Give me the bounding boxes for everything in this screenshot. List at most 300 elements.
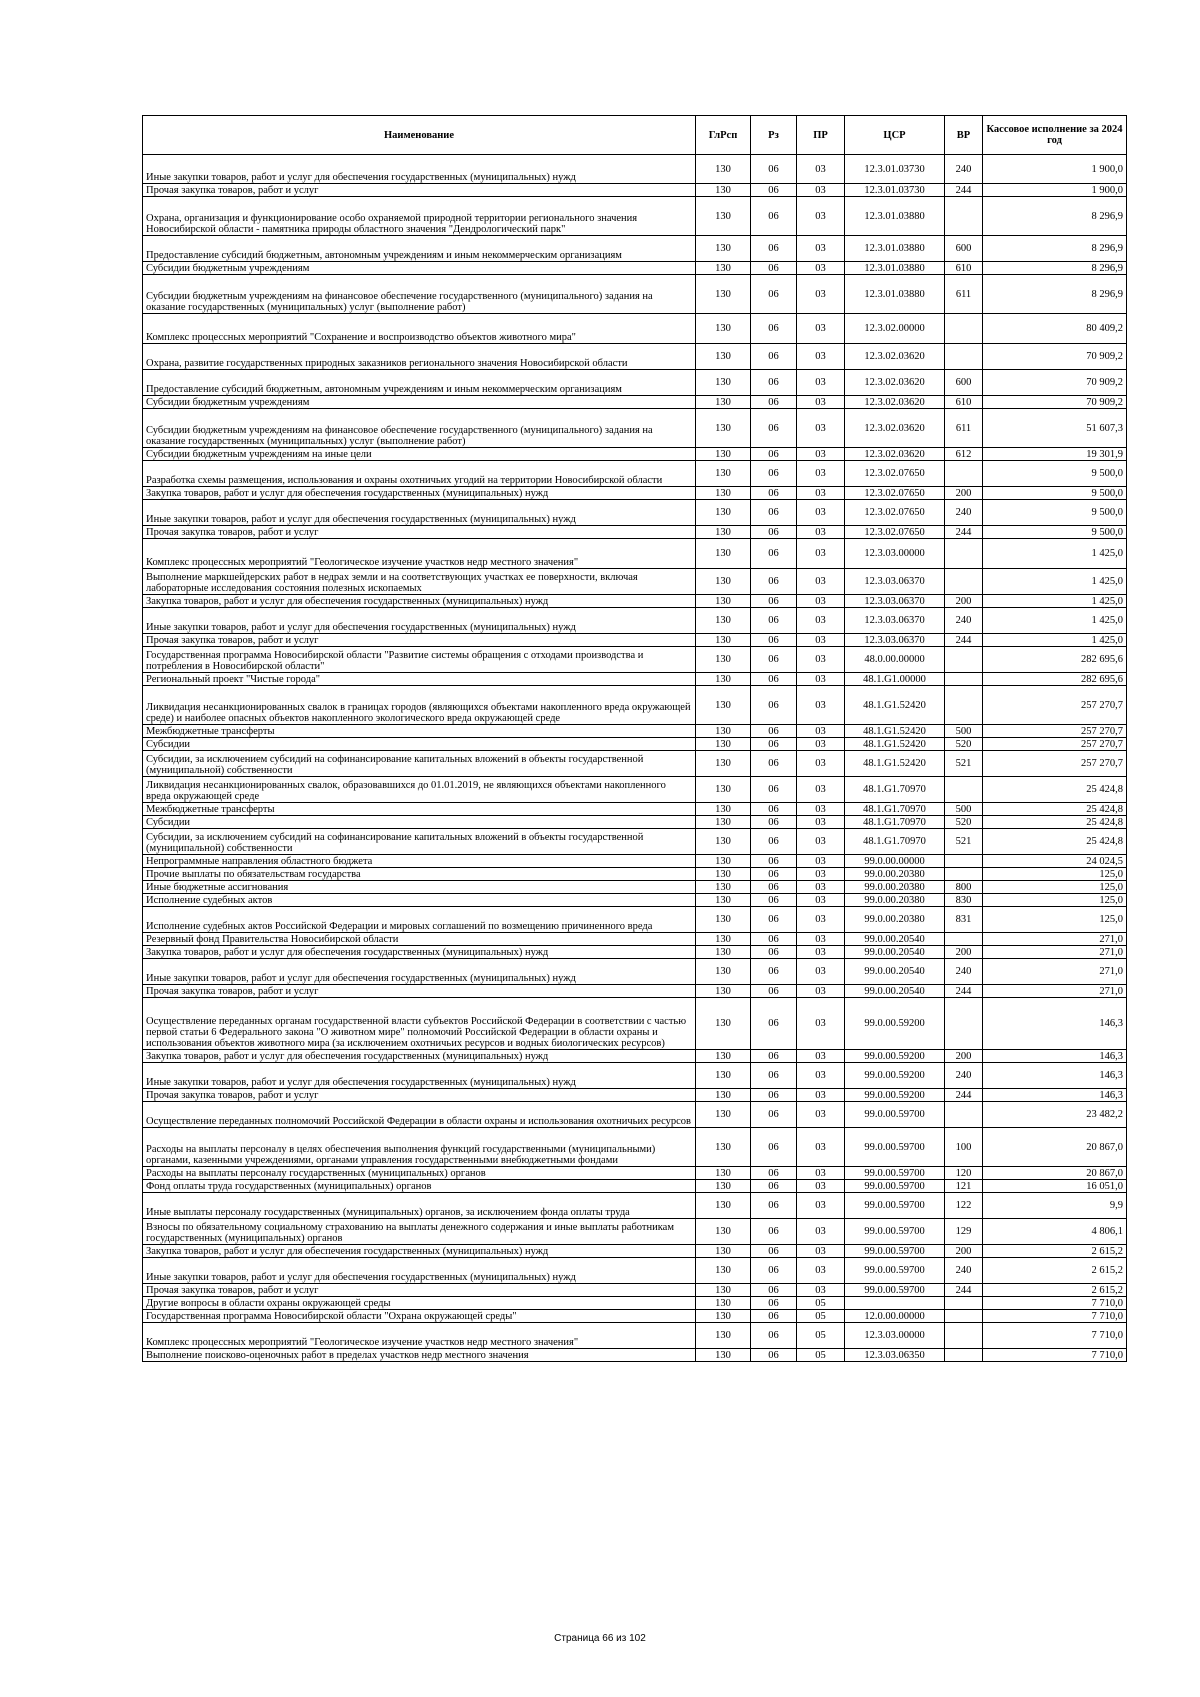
cell-csr: 48.0.00.00000: [845, 647, 945, 673]
cell-csr: 99.0.00.59200: [845, 1050, 945, 1063]
cell-csr: 99.0.00.00000: [845, 855, 945, 868]
cell-rz: 06: [751, 396, 797, 409]
table-row: [143, 673, 1127, 686]
cell-vr: [945, 868, 983, 881]
cell-name: Иные закупки товаров, работ и услуг для обеспечения государственных (муниципальных) нужд: [143, 1063, 696, 1089]
cell-glrsp: 130: [696, 197, 751, 236]
cell-value: 1 425,0: [983, 539, 1127, 569]
cell-pr: 03: [797, 500, 845, 526]
cell-vr: 611: [945, 409, 983, 448]
cell-rz: 06: [751, 275, 797, 314]
cell-vr: 100: [945, 1128, 983, 1167]
cell-pr: 03: [797, 1193, 845, 1219]
table-row: [143, 933, 1127, 946]
cell-glrsp: 130: [696, 275, 751, 314]
cell-csr: 12.3.01.03880: [845, 262, 945, 275]
cell-rz: 06: [751, 673, 797, 686]
table-row: [143, 1102, 1127, 1128]
cell-rz: 06: [751, 1284, 797, 1297]
cell-pr: 03: [797, 673, 845, 686]
cell-value: 2 615,2: [983, 1258, 1127, 1284]
cell-value: 8 296,9: [983, 262, 1127, 275]
cell-pr: 03: [797, 738, 845, 751]
cell-value: 20 867,0: [983, 1167, 1127, 1180]
cell-pr: 03: [797, 1284, 845, 1297]
cell-csr: 99.0.00.20380: [845, 894, 945, 907]
table-row: [143, 1180, 1127, 1193]
cell-csr: 99.0.00.59700: [845, 1128, 945, 1167]
cell-pr: 03: [797, 461, 845, 487]
table-row: [143, 803, 1127, 816]
col-header-vr: ВР: [945, 116, 983, 155]
cell-rz: 06: [751, 933, 797, 946]
table-row: [143, 539, 1127, 569]
cell-vr: [945, 569, 983, 595]
cell-pr: 03: [797, 907, 845, 933]
cell-value: 271,0: [983, 985, 1127, 998]
cell-vr: 240: [945, 155, 983, 184]
cell-glrsp: 130: [696, 1297, 751, 1310]
cell-csr: 48.1.G1.70970: [845, 803, 945, 816]
cell-glrsp: 130: [696, 881, 751, 894]
cell-glrsp: 130: [696, 829, 751, 855]
cell-glrsp: 130: [696, 370, 751, 396]
table-row: [143, 184, 1127, 197]
cell-pr: 03: [797, 933, 845, 946]
cell-csr: 99.0.00.20540: [845, 959, 945, 985]
cell-rz: 06: [751, 946, 797, 959]
col-header-csr: ЦСР: [845, 116, 945, 155]
table-row: [143, 1128, 1127, 1167]
cell-pr: 03: [797, 262, 845, 275]
cell-vr: 520: [945, 816, 983, 829]
cell-value: 257 270,7: [983, 738, 1127, 751]
cell-vr: 240: [945, 1063, 983, 1089]
cell-name: Взносы по обязательному социальному страхованию на выплаты денежного содержания и иные выплаты работникам государственных (муниципальных) органов: [143, 1219, 696, 1245]
cell-glrsp: 130: [696, 409, 751, 448]
cell-vr: [945, 1323, 983, 1349]
cell-pr: 03: [797, 1245, 845, 1258]
cell-name: Прочая закупка товаров, работ и услуг: [143, 1089, 696, 1102]
cell-vr: 240: [945, 1258, 983, 1284]
cell-name: Межбюджетные трансферты: [143, 725, 696, 738]
cell-name: Комплекс процессных мероприятий "Сохранение и воспроизводство объектов животного мира": [143, 314, 696, 344]
cell-name: Прочая закупка товаров, работ и услуг: [143, 985, 696, 998]
cell-csr: 12.3.01.03730: [845, 155, 945, 184]
cell-vr: 831: [945, 907, 983, 933]
cell-name: Осуществление переданных органам государственной власти субъектов Российской Федерации в соответствии с частью первой статьи 6 Федерального закона "О животном мире" полномочий Российской Федерации в области охраны и использования объектов животного мира (за исключением охотничьих ресурсов и водных биологических ресурсов): [143, 998, 696, 1050]
cell-csr: 48.1.G1.00000: [845, 673, 945, 686]
cell-name: Иные бюджетные ассигнования: [143, 881, 696, 894]
cell-rz: 06: [751, 1050, 797, 1063]
cell-value: 1 425,0: [983, 569, 1127, 595]
cell-glrsp: 130: [696, 526, 751, 539]
cell-csr: 99.0.00.59700: [845, 1258, 945, 1284]
cell-glrsp: 130: [696, 1310, 751, 1323]
cell-pr: 03: [797, 855, 845, 868]
cell-csr: 99.0.00.20380: [845, 868, 945, 881]
table-row: [143, 197, 1127, 236]
cell-rz: 06: [751, 526, 797, 539]
cell-name: Прочие выплаты по обязательствам государства: [143, 868, 696, 881]
cell-vr: [945, 1310, 983, 1323]
cell-csr: 99.0.00.20540: [845, 985, 945, 998]
cell-name: Иные закупки товаров, работ и услуг для обеспечения государственных (муниципальных) нужд: [143, 959, 696, 985]
cell-glrsp: 130: [696, 985, 751, 998]
table-row: [143, 647, 1127, 673]
cell-name: Другие вопросы в области охраны окружающей среды: [143, 1297, 696, 1310]
table-row: [143, 738, 1127, 751]
cell-csr: 12.3.03.06370: [845, 595, 945, 608]
cell-glrsp: 130: [696, 959, 751, 985]
cell-value: 7 710,0: [983, 1310, 1127, 1323]
cell-rz: 06: [751, 595, 797, 608]
table-body: [143, 155, 1127, 1362]
cell-vr: 200: [945, 487, 983, 500]
col-header-cash-execution: Кассовое исполнение за 2024 год: [983, 116, 1127, 155]
cell-rz: 06: [751, 1323, 797, 1349]
cell-vr: 129: [945, 1219, 983, 1245]
cell-rz: 06: [751, 409, 797, 448]
cell-rz: 06: [751, 539, 797, 569]
table-row: [143, 396, 1127, 409]
cell-csr: 48.1.G1.70970: [845, 816, 945, 829]
cell-csr: 12.3.02.07650: [845, 526, 945, 539]
table-row: [143, 409, 1127, 448]
cell-value: 9,9: [983, 1193, 1127, 1219]
cell-pr: 03: [797, 155, 845, 184]
cell-value: 9 500,0: [983, 526, 1127, 539]
cell-csr: 12.3.02.03620: [845, 409, 945, 448]
cell-csr: 99.0.00.59700: [845, 1180, 945, 1193]
cell-rz: 06: [751, 881, 797, 894]
cell-rz: 06: [751, 647, 797, 673]
cell-vr: 200: [945, 595, 983, 608]
cell-value: 70 909,2: [983, 370, 1127, 396]
cell-glrsp: 130: [696, 1323, 751, 1349]
cell-value: 20 867,0: [983, 1128, 1127, 1167]
cell-glrsp: 130: [696, 894, 751, 907]
cell-value: 25 424,8: [983, 829, 1127, 855]
cell-rz: 06: [751, 155, 797, 184]
cell-name: Комплекс процессных мероприятий "Геологическое изучение участков недр местного значения": [143, 1323, 696, 1349]
cell-name: Расходы на выплаты персоналу государственных (муниципальных) органов: [143, 1167, 696, 1180]
cell-glrsp: 130: [696, 634, 751, 647]
cell-csr: 12.3.02.07650: [845, 487, 945, 500]
cell-vr: 521: [945, 751, 983, 777]
cell-rz: 06: [751, 197, 797, 236]
table-row: [143, 1323, 1127, 1349]
cell-csr: 12.3.03.00000: [845, 539, 945, 569]
cell-rz: 06: [751, 751, 797, 777]
cell-name: Разработка схемы размещения, использования и охраны охотничьих угодий на территории Новосибирской области: [143, 461, 696, 487]
cell-value: 16 051,0: [983, 1180, 1127, 1193]
table-row: [143, 998, 1127, 1050]
cell-name: Охрана, организация и функционирование особо охраняемой природной территории регионального значения Новосибирской области - памятника природы областного значения "Дендрологический парк": [143, 197, 696, 236]
table-row: [143, 500, 1127, 526]
cell-csr: 99.0.00.59700: [845, 1284, 945, 1297]
table-row: [143, 1050, 1127, 1063]
cell-glrsp: 130: [696, 738, 751, 751]
cell-value: 1 425,0: [983, 595, 1127, 608]
cell-vr: 200: [945, 1050, 983, 1063]
cell-glrsp: 130: [696, 236, 751, 262]
table-row: [143, 634, 1127, 647]
cell-vr: 122: [945, 1193, 983, 1219]
table-row: [143, 959, 1127, 985]
cell-value: 9 500,0: [983, 487, 1127, 500]
cell-vr: [945, 686, 983, 725]
cell-csr: 12.3.02.07650: [845, 500, 945, 526]
cell-glrsp: 130: [696, 184, 751, 197]
table-row: [143, 1167, 1127, 1180]
cell-vr: [945, 933, 983, 946]
cell-glrsp: 130: [696, 1128, 751, 1167]
cell-value: 80 409,2: [983, 314, 1127, 344]
cell-value: 25 424,8: [983, 803, 1127, 816]
cell-glrsp: 130: [696, 816, 751, 829]
cell-value: 125,0: [983, 868, 1127, 881]
table-row: [143, 155, 1127, 184]
cell-name: Осуществление переданных полномочий Российской Федерации в области охраны и использования охотничьих ресурсов: [143, 1102, 696, 1128]
cell-value: 282 695,6: [983, 673, 1127, 686]
cell-glrsp: 130: [696, 647, 751, 673]
cell-pr: 03: [797, 881, 845, 894]
cell-pr: 03: [797, 1089, 845, 1102]
cell-glrsp: 130: [696, 1219, 751, 1245]
cell-vr: [945, 855, 983, 868]
cell-name: Закупка товаров, работ и услуг для обеспечения государственных (муниципальных) нужд: [143, 1050, 696, 1063]
cell-pr: 05: [797, 1310, 845, 1323]
cell-glrsp: 130: [696, 1193, 751, 1219]
cell-value: 2 615,2: [983, 1245, 1127, 1258]
cell-rz: 06: [751, 894, 797, 907]
cell-rz: 06: [751, 725, 797, 738]
cell-glrsp: 130: [696, 1167, 751, 1180]
table-row: [143, 461, 1127, 487]
cell-rz: 06: [751, 634, 797, 647]
cell-name: Иные выплаты персоналу государственных (муниципальных) органов, за исключением фонда оплаты труда: [143, 1193, 696, 1219]
cell-pr: 05: [797, 1297, 845, 1310]
cell-value: 1 425,0: [983, 634, 1127, 647]
cell-pr: 03: [797, 569, 845, 595]
col-header-glrsp: ГлРсп: [696, 116, 751, 155]
cell-rz: 06: [751, 907, 797, 933]
cell-vr: 244: [945, 1284, 983, 1297]
cell-csr: 48.1.G1.52420: [845, 738, 945, 751]
table-row: [143, 262, 1127, 275]
cell-pr: 03: [797, 686, 845, 725]
cell-csr: 48.1.G1.52420: [845, 725, 945, 738]
cell-rz: 06: [751, 777, 797, 803]
cell-value: 9 500,0: [983, 461, 1127, 487]
cell-value: 257 270,7: [983, 725, 1127, 738]
cell-csr: 99.0.00.59200: [845, 1063, 945, 1089]
cell-glrsp: 130: [696, 344, 751, 370]
page-number: Страница 66 из 102: [554, 1633, 646, 1644]
cell-pr: 03: [797, 608, 845, 634]
cell-pr: 03: [797, 1180, 845, 1193]
cell-rz: 06: [751, 184, 797, 197]
cell-value: 70 909,2: [983, 396, 1127, 409]
cell-name: Субсидии, за исключением субсидий на софинансирование капитальных вложений в объекты государственной (муниципальной) собственности: [143, 751, 696, 777]
cell-name: Прочая закупка товаров, работ и услуг: [143, 526, 696, 539]
cell-pr: 03: [797, 1063, 845, 1089]
cell-glrsp: 130: [696, 725, 751, 738]
table-row: [143, 751, 1127, 777]
cell-rz: 06: [751, 236, 797, 262]
cell-pr: 03: [797, 409, 845, 448]
cell-glrsp: 130: [696, 1050, 751, 1063]
cell-vr: 600: [945, 370, 983, 396]
cell-value: 146,3: [983, 1089, 1127, 1102]
table-row: [143, 907, 1127, 933]
cell-glrsp: 130: [696, 314, 751, 344]
cell-csr: 48.1.G1.52420: [845, 686, 945, 725]
cell-pr: 03: [797, 275, 845, 314]
table-row: [143, 275, 1127, 314]
cell-vr: [945, 461, 983, 487]
cell-value: 51 607,3: [983, 409, 1127, 448]
cell-name: Субсидии бюджетным учреждениям: [143, 262, 696, 275]
cell-value: 125,0: [983, 907, 1127, 933]
table-row: [143, 686, 1127, 725]
cell-glrsp: 130: [696, 1089, 751, 1102]
table-row: [143, 344, 1127, 370]
table-row: [143, 1193, 1127, 1219]
cell-rz: 06: [751, 262, 797, 275]
cell-glrsp: 130: [696, 946, 751, 959]
cell-rz: 06: [751, 1089, 797, 1102]
cell-rz: 06: [751, 1063, 797, 1089]
cell-csr: 12.3.01.03880: [845, 236, 945, 262]
cell-glrsp: 130: [696, 1349, 751, 1362]
cell-vr: 120: [945, 1167, 983, 1180]
cell-csr: 12.3.03.06370: [845, 608, 945, 634]
cell-csr: 99.0.00.59700: [845, 1245, 945, 1258]
cell-name: Иные закупки товаров, работ и услуг для обеспечения государственных (муниципальных) нужд: [143, 608, 696, 634]
cell-glrsp: 130: [696, 907, 751, 933]
cell-pr: 03: [797, 816, 845, 829]
cell-glrsp: 130: [696, 751, 751, 777]
cell-vr: 500: [945, 803, 983, 816]
cell-value: 146,3: [983, 1050, 1127, 1063]
cell-rz: 06: [751, 868, 797, 881]
cell-vr: 240: [945, 959, 983, 985]
cell-name: Выполнение маркшейдерских работ в недрах земли и на соответствующих участках ее поверхности, включая лабораторные исследования состояния полезных ископаемых: [143, 569, 696, 595]
cell-vr: [945, 673, 983, 686]
cell-value: 9 500,0: [983, 500, 1127, 526]
table-row: [143, 855, 1127, 868]
cell-pr: 03: [797, 370, 845, 396]
cell-glrsp: 130: [696, 855, 751, 868]
cell-vr: 121: [945, 1180, 983, 1193]
cell-rz: 06: [751, 1310, 797, 1323]
cell-pr: 03: [797, 1167, 845, 1180]
cell-pr: 03: [797, 1128, 845, 1167]
cell-name: Субсидии бюджетным учреждениям на финансовое обеспечение государственного (муниципального) задания на оказание государственных (муниципальных) услуг (выполнение работ): [143, 409, 696, 448]
cell-csr: 99.0.00.59200: [845, 1089, 945, 1102]
cell-pr: 03: [797, 539, 845, 569]
cell-pr: 03: [797, 959, 845, 985]
table-row: [143, 236, 1127, 262]
cell-value: 146,3: [983, 998, 1127, 1050]
cell-value: 24 024,5: [983, 855, 1127, 868]
cell-csr: 12.3.03.00000: [845, 1323, 945, 1349]
cell-pr: 03: [797, 1102, 845, 1128]
cell-pr: 03: [797, 595, 845, 608]
cell-value: 25 424,8: [983, 816, 1127, 829]
cell-glrsp: 130: [696, 500, 751, 526]
cell-glrsp: 130: [696, 868, 751, 881]
cell-csr: 12.3.02.00000: [845, 314, 945, 344]
cell-csr: 99.0.00.59700: [845, 1219, 945, 1245]
cell-value: 7 710,0: [983, 1297, 1127, 1310]
cell-name: Исполнение судебных актов Российской Федерации и мировых соглашений по возмещению причиненного вреда: [143, 907, 696, 933]
table-row: [143, 314, 1127, 344]
cell-rz: 06: [751, 738, 797, 751]
cell-rz: 06: [751, 1349, 797, 1362]
cell-name: Закупка товаров, работ и услуг для обеспечения государственных (муниципальных) нужд: [143, 595, 696, 608]
cell-pr: 03: [797, 647, 845, 673]
cell-name: Субсидии бюджетным учреждениям на финансовое обеспечение государственного (муниципального) задания на оказание государственных (муниципальных) услуг (выполнение работ): [143, 275, 696, 314]
cell-rz: 06: [751, 569, 797, 595]
cell-glrsp: 130: [696, 1284, 751, 1297]
cell-rz: 06: [751, 803, 797, 816]
cell-value: 8 296,9: [983, 236, 1127, 262]
cell-value: 125,0: [983, 894, 1127, 907]
cell-csr: 12.3.01.03880: [845, 275, 945, 314]
cell-rz: 06: [751, 500, 797, 526]
cell-csr: 12.3.01.03880: [845, 197, 945, 236]
cell-vr: 200: [945, 1245, 983, 1258]
cell-rz: 06: [751, 1258, 797, 1284]
cell-csr: 12.3.01.03730: [845, 184, 945, 197]
cell-pr: 03: [797, 725, 845, 738]
cell-pr: 03: [797, 236, 845, 262]
cell-csr: 12.3.02.03620: [845, 370, 945, 396]
cell-glrsp: 130: [696, 1245, 751, 1258]
cell-name: Расходы на выплаты персоналу в целях обеспечения выполнения функций государственными (муниципальными) органами, казенными учреждениями, органами управления государственными внебюджетными фондами: [143, 1128, 696, 1167]
cell-glrsp: 130: [696, 569, 751, 595]
cell-name: Прочая закупка товаров, работ и услуг: [143, 184, 696, 197]
cell-vr: 611: [945, 275, 983, 314]
cell-pr: 03: [797, 829, 845, 855]
cell-vr: [945, 197, 983, 236]
cell-vr: [945, 314, 983, 344]
cell-pr: 03: [797, 1219, 845, 1245]
cell-value: 23 482,2: [983, 1102, 1127, 1128]
cell-glrsp: 130: [696, 777, 751, 803]
cell-value: 125,0: [983, 881, 1127, 894]
cell-csr: 99.0.00.59700: [845, 1193, 945, 1219]
cell-vr: 244: [945, 1089, 983, 1102]
cell-pr: 03: [797, 1258, 845, 1284]
cell-vr: [945, 1297, 983, 1310]
cell-name: Иные закупки товаров, работ и услуг для обеспечения государственных (муниципальных) нужд: [143, 500, 696, 526]
cell-name: Закупка товаров, работ и услуг для обеспечения государственных (муниципальных) нужд: [143, 1245, 696, 1258]
cell-glrsp: 130: [696, 686, 751, 725]
cell-name: Предоставление субсидий бюджетным, автономным учреждениям и иным некоммерческим организациям: [143, 370, 696, 396]
table-row: [143, 894, 1127, 907]
cell-rz: 06: [751, 829, 797, 855]
cell-name: Субсидии бюджетным учреждениям на иные цели: [143, 448, 696, 461]
cell-glrsp: 130: [696, 487, 751, 500]
cell-vr: 244: [945, 184, 983, 197]
cell-value: 1 425,0: [983, 608, 1127, 634]
cell-csr: 12.3.02.03620: [845, 448, 945, 461]
cell-name: Предоставление субсидий бюджетным, автономным учреждениям и иным некоммерческим организациям: [143, 236, 696, 262]
